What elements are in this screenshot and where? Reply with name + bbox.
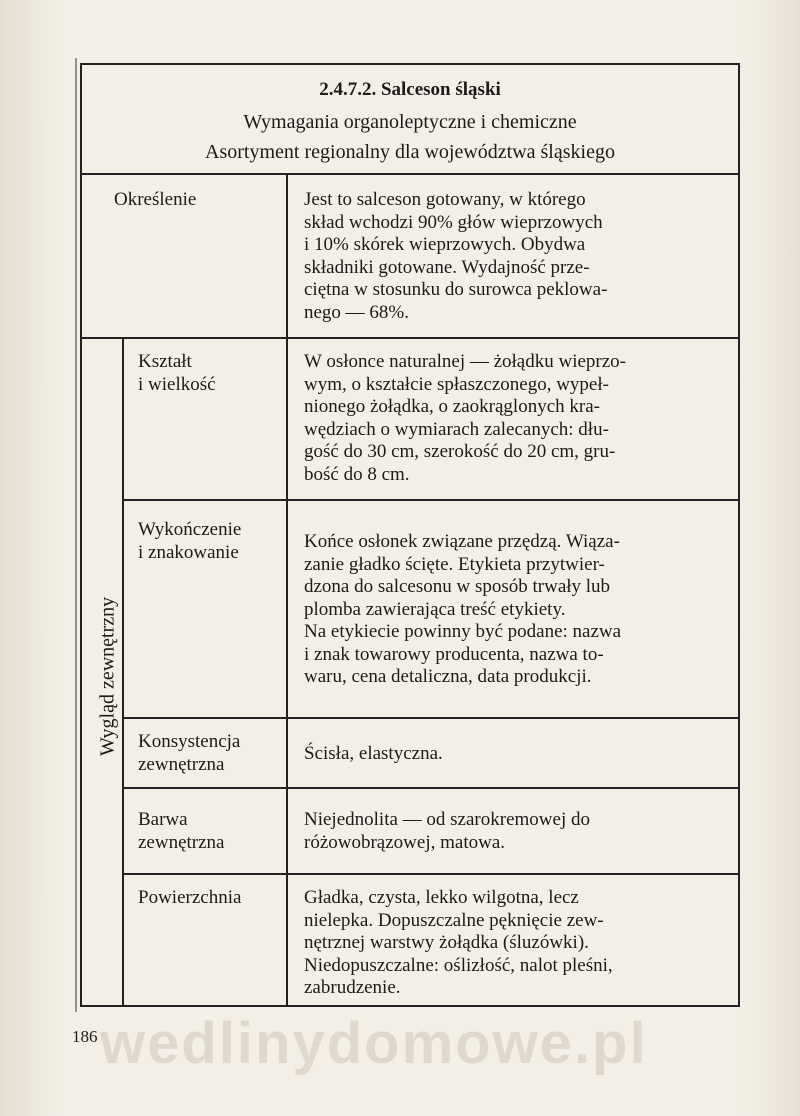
desc-line: waru, cena detaliczna, data produkcji. [304,666,592,687]
desc-line: Gładka, czysta, lekko wilgotna, lecz [304,887,579,908]
desc-line: Ścisła, elastyczna. [304,743,443,764]
desc-line: nionego żołądka, o zaokrąglonych kra- [304,396,600,417]
row-divider [122,787,738,789]
row-label-okreslenie: Określenie [114,189,197,210]
desc-line: zabrudzenie. [304,977,401,998]
table-header [82,65,738,175]
row-desc-ksztalt [304,351,724,486]
row-desc-okreslenie [304,189,724,324]
spec-table [80,63,740,1007]
desc-line: skład wchodzi 90% głów wieprzowych [304,211,603,233]
desc-line: Niedopuszczalne: oślizłość, nalot pleśni, [304,954,613,976]
row-label-wykonczenie: Wykończenie i znakowanie [138,519,242,563]
section-title: 2.4.7.2. Salceson śląski [319,79,501,100]
row-label-powierzchnia: Powierzchnia [138,887,242,908]
desc-line: nielepka. Dopuszczalne pęknięcie zew- [304,909,604,931]
desc-line: wędziach o wymiarach zalecanych: dłu- [304,418,609,440]
row-divider [122,873,738,875]
group-label: Wygląd zewnętrzny [96,596,119,757]
binding-margin-line [75,58,77,1012]
desc-line: Jest to salceson gotowany, w którego [304,189,586,210]
column-divider [286,173,288,1007]
row-divider [82,337,738,339]
row-desc-barwa [304,809,724,854]
desc-line: nego — 68%. [304,301,410,323]
row-desc-konsystencja [304,743,724,766]
desc-line: Niejednolita — od szarokremowej do [304,809,590,830]
row-desc-powierzchnia [304,887,724,1000]
desc-line: wym, o kształcie spłaszczonego, wypeł- [304,373,609,395]
row-desc-wykonczenie [304,531,724,689]
row-divider [122,499,738,501]
row-divider [122,717,738,719]
section-assortment: Asortyment regionalny dla województwa śląskiego [205,141,615,163]
desc-line: i 10% skórek wieprzowych. Obydwa [304,234,586,255]
desc-line: zanie gładko ścięte. Etykieta przytwier- [304,553,605,575]
desc-line: nętrznej warstwy żołądka (śluzówki). [304,932,589,953]
desc-line: bość do 8 cm. [304,463,410,485]
page-number: 186 [72,1027,98,1046]
watermark: wedlinydomowe.pl [100,1011,648,1076]
desc-line: plomba zawierająca treść etykiety. [304,598,566,620]
desc-line: Końce osłonek związane przędzą. Wiąza- [304,531,620,552]
desc-line: różowobrązowej, matowa. [304,831,506,853]
row-label-ksztalt: Kształt i wielkość [138,351,216,395]
desc-line: składniki gotowane. Wydajność prze- [304,256,590,278]
desc-line: gość do 30 cm, szerokość do 20 cm, gru- [304,441,616,462]
row-label-konsystencja: Konsystencja zewnętrzna [138,731,241,775]
row-label-barwa: Barwa zewnętrzna [138,809,225,853]
section-subtitle: Wymagania organoleptyczne i chemiczne [243,111,577,133]
desc-line: i znak towarowy producenta, nazwa to- [304,643,604,665]
desc-line: dzona do salcesonu w sposób trwały lub [304,576,611,597]
group-divider [122,337,124,1007]
desc-line: ciętna w stosunku do surowca peklowa- [304,279,608,300]
desc-line: Na etykiecie powinny być podane: nazwa [304,621,622,642]
desc-line: W osłonce naturalnej — żołądku wieprzo- [304,351,627,372]
